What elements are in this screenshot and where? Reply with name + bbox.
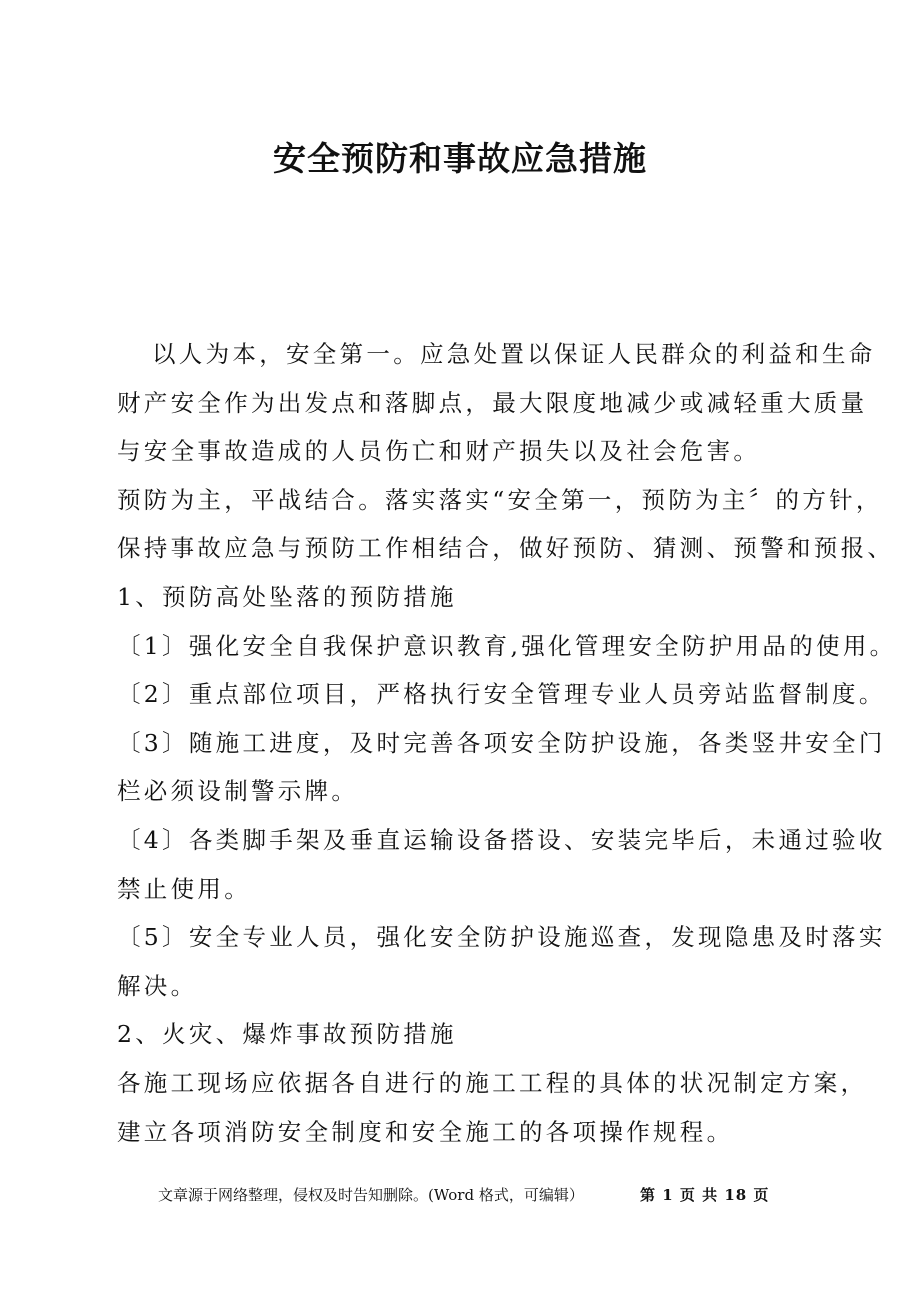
page-number: 第 1 页 共 18 页 <box>640 1186 770 1204</box>
list-item-continuation: 解决。 <box>117 971 198 1000</box>
list-item: 〔2〕重点部位项目，严格执行安全管理专业人员旁站监督制度。 <box>117 680 886 709</box>
paragraph-line: 预防为主，平战结合。落实落实“安全第一，预防为主〞的方针， <box>117 485 883 514</box>
section-heading: 1、预防高处坠落的预防措施 <box>117 582 457 611</box>
list-item: 〔3〕随施工进度，及时完善各项安全防护设施，各类竖井安全门 <box>117 728 886 757</box>
paragraph-line: 与安全事故造成的人员伤亡和财产损失以及社会危害。 <box>117 437 761 466</box>
source-note: 文章源于网络整理，侵权及时告知删除。(Word 格式，可编辑） <box>158 1186 584 1204</box>
list-item: 〔5〕安全专业人员，强化安全防护设施巡查，发现隐患及时落实 <box>117 923 886 952</box>
list-item-continuation: 禁止使用。 <box>117 874 251 903</box>
paragraph-line: 财产安全作为出发点和落脚点，最大限度地减少或减轻重大质量 <box>117 388 868 417</box>
paragraph-line: 建立各项消防安全制度和安全施工的各项操作规程。 <box>117 1117 734 1146</box>
list-item: 〔1〕强化安全自我保护意识教育,强化管理安全防护用品的使用。 <box>117 631 897 660</box>
list-item-continuation: 栏必须设制警示牌。 <box>117 777 359 806</box>
document-body <box>117 330 897 1156</box>
paragraph-line: 以人为本，安全第一。应急处置以保证人民群众的利益和生命 <box>152 340 876 368</box>
section-heading: 2、火灾、爆炸事故预防措施 <box>117 1020 457 1049</box>
paragraph-line: 各施工现场应依据各自进行的施工工程的具体的状况制定方案， <box>117 1068 868 1097</box>
list-item: 〔4〕各类脚手架及垂直运输设备搭设、安装完毕后，未通过验收 <box>117 825 886 854</box>
document-title: 安全预防和事故应急措施 <box>273 139 647 178</box>
paragraph-line: 保持事故应急与预防工作相结合，做好预防、猜测、预警和预报、 <box>117 534 895 563</box>
